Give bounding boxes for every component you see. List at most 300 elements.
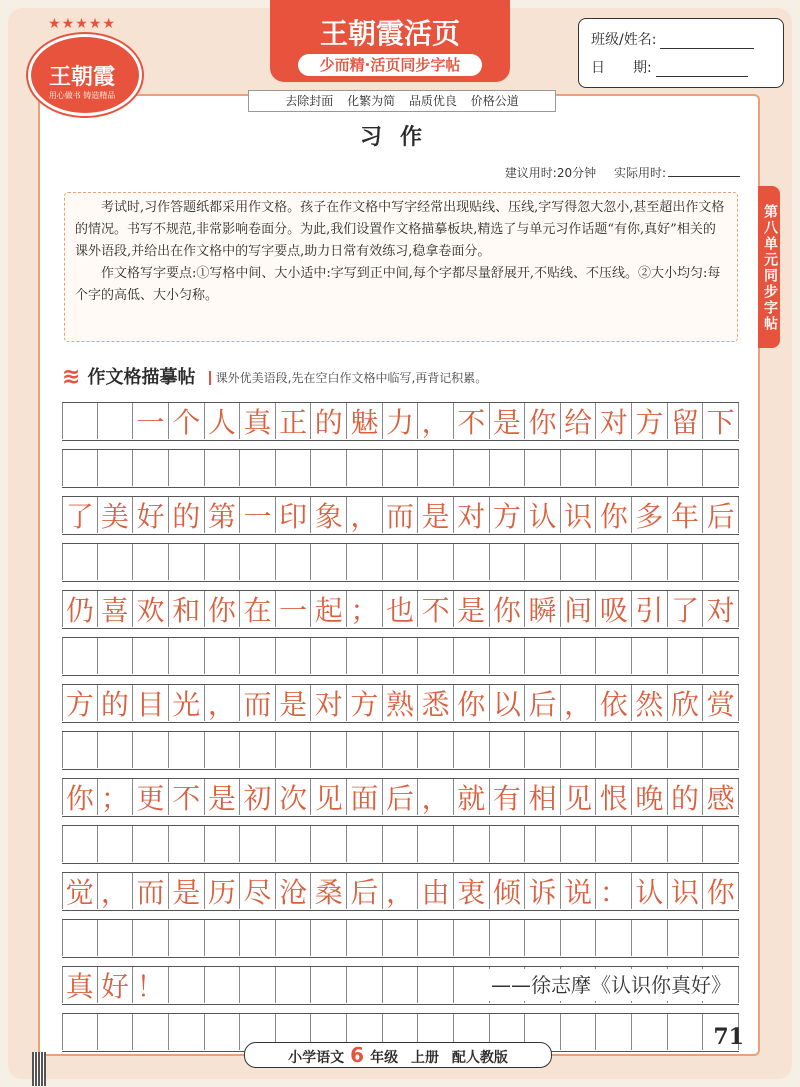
section-header [62, 364, 487, 390]
grid-cell[interactable] [276, 450, 312, 486]
grid-cell[interactable] [133, 638, 169, 674]
grid-cell[interactable] [276, 591, 312, 627]
grid-cell[interactable] [383, 967, 419, 1003]
grid-cell[interactable] [347, 826, 383, 862]
grid-cell[interactable] [703, 638, 739, 674]
grid-cell[interactable] [525, 497, 561, 533]
grid-cell[interactable] [561, 826, 597, 862]
trace-character: 也 [385, 594, 414, 627]
grid-cell[interactable] [62, 732, 98, 768]
grid-cell[interactable] [240, 967, 276, 1003]
grid-cell[interactable] [596, 591, 632, 627]
grid-cell[interactable] [454, 591, 490, 627]
grid-cell[interactable] [240, 638, 276, 674]
grid-cell[interactable] [133, 497, 169, 533]
grid-cell[interactable] [632, 1014, 668, 1050]
grid-cell[interactable] [668, 403, 704, 439]
grid-cell[interactable] [311, 732, 347, 768]
grid-cell[interactable] [347, 403, 383, 439]
grid-cell[interactable] [383, 591, 419, 627]
grid-cell[interactable] [596, 873, 632, 909]
trace-character: 年 [671, 500, 700, 533]
trace-character: 的 [172, 500, 201, 533]
grid-cell[interactable] [205, 591, 241, 627]
trace-character: 起 [314, 594, 343, 627]
trace-character: 不 [457, 406, 486, 439]
grid-cell[interactable] [525, 920, 561, 956]
grid-cell[interactable] [561, 403, 597, 439]
grid-cell[interactable] [632, 544, 668, 580]
grid-row [62, 966, 739, 1005]
grid-cell[interactable] [490, 450, 526, 486]
grid-cell[interactable] [418, 779, 454, 815]
grid-cell[interactable] [454, 638, 490, 674]
grid-cell[interactable] [276, 638, 312, 674]
grid-cell[interactable] [311, 591, 347, 627]
grid-cell[interactable] [596, 1014, 632, 1050]
trace-character: 熟 [385, 688, 414, 721]
grid-cell[interactable] [703, 544, 739, 580]
grid-cell[interactable] [561, 920, 597, 956]
grid-cell[interactable] [347, 873, 383, 909]
grid-cell[interactable] [169, 967, 205, 1003]
grid-cell[interactable] [418, 873, 454, 909]
grid-cell[interactable] [454, 967, 490, 1003]
trace-character: 而 [385, 500, 414, 533]
grid-cell[interactable] [525, 403, 561, 439]
grid-cell[interactable] [133, 873, 169, 909]
grid-cell[interactable] [311, 685, 347, 721]
grid-cell[interactable] [525, 779, 561, 815]
grid-cell[interactable] [383, 497, 419, 533]
grid-cell[interactable] [490, 497, 526, 533]
grid-cell[interactable] [169, 732, 205, 768]
grid-row [62, 543, 739, 582]
trace-character: 你 [457, 688, 486, 721]
grid-cell[interactable] [668, 1014, 704, 1050]
grid-cell[interactable] [240, 732, 276, 768]
trace-character: 是 [207, 782, 236, 815]
grid-cell[interactable] [240, 591, 276, 627]
grid-cell[interactable] [205, 638, 241, 674]
grid-cell[interactable] [169, 591, 205, 627]
grid-cell[interactable] [668, 920, 704, 956]
grid-cell[interactable] [383, 779, 419, 815]
grid-cell[interactable] [525, 685, 561, 721]
grid-cell[interactable] [668, 497, 704, 533]
grid-cell[interactable] [133, 591, 169, 627]
grid-cell[interactable] [347, 967, 383, 1003]
grid-cell[interactable] [561, 685, 597, 721]
grid-cell[interactable] [205, 873, 241, 909]
grid-cell[interactable] [703, 779, 739, 815]
grid-cell[interactable] [62, 591, 98, 627]
grid-cell[interactable] [98, 779, 134, 815]
date-field[interactable] [656, 76, 748, 77]
grid-cell[interactable] [311, 967, 347, 1003]
grid-cell[interactable] [490, 544, 526, 580]
grid-cell[interactable] [383, 920, 419, 956]
trace-character: 悉 [421, 688, 450, 721]
trace-character: 一 [279, 594, 308, 627]
grid-cell[interactable] [98, 591, 134, 627]
grid-cell[interactable] [454, 497, 490, 533]
grid-cell[interactable] [383, 732, 419, 768]
grid-cell[interactable] [205, 544, 241, 580]
grid-cell[interactable] [561, 638, 597, 674]
grid-cell[interactable] [418, 450, 454, 486]
grid-cell[interactable] [561, 544, 597, 580]
grid-cell[interactable] [169, 497, 205, 533]
grid-cell[interactable] [347, 920, 383, 956]
grid-cell[interactable] [205, 826, 241, 862]
grid-cell[interactable] [703, 826, 739, 862]
grid-cell[interactable] [383, 403, 419, 439]
grid-cell[interactable] [632, 920, 668, 956]
grid-cell[interactable] [490, 638, 526, 674]
grid-cell[interactable] [454, 920, 490, 956]
grid-cell[interactable] [98, 685, 134, 721]
grid-cell[interactable] [347, 450, 383, 486]
grid-cell[interactable] [62, 779, 98, 815]
grid-cell[interactable] [240, 685, 276, 721]
grid-cell[interactable] [276, 779, 312, 815]
trace-character: 见 [564, 782, 593, 815]
trace-character: 在 [243, 594, 272, 627]
grid-cell[interactable] [490, 779, 526, 815]
grid-cell[interactable] [98, 732, 134, 768]
trace-character: 对 [457, 500, 486, 533]
grid-cell[interactable] [133, 450, 169, 486]
grid-cell[interactable] [418, 497, 454, 533]
grid-cell[interactable] [561, 732, 597, 768]
trace-character: 和 [172, 594, 201, 627]
grid-cell[interactable] [133, 826, 169, 862]
grid-cell[interactable] [383, 826, 419, 862]
grid-cell[interactable] [205, 685, 241, 721]
grid-cell[interactable] [347, 638, 383, 674]
grid-cell[interactable] [383, 450, 419, 486]
grid-cell[interactable] [98, 450, 134, 486]
grid-cell[interactable] [454, 403, 490, 439]
grid-cell[interactable] [133, 544, 169, 580]
grid-cell[interactable] [62, 544, 98, 580]
grid-cell[interactable] [632, 873, 668, 909]
grid-cell[interactable] [490, 873, 526, 909]
grid-cell[interactable] [596, 732, 632, 768]
grid-cell[interactable] [98, 967, 134, 1003]
grid-cell[interactable] [133, 403, 169, 439]
grid-cell[interactable] [418, 732, 454, 768]
grid-cell[interactable] [133, 685, 169, 721]
grid-cell[interactable] [240, 497, 276, 533]
grid-cell[interactable] [347, 591, 383, 627]
unit-side-tab: 第八单元同步字帖 [758, 186, 780, 348]
grid-cell[interactable] [205, 779, 241, 815]
grid-cell[interactable] [240, 920, 276, 956]
grid-cell[interactable] [205, 920, 241, 956]
grid-cell[interactable] [169, 826, 205, 862]
grid-cell[interactable] [205, 450, 241, 486]
grid-row [62, 402, 739, 441]
grid-cell[interactable] [240, 403, 276, 439]
grid-cell[interactable] [668, 873, 704, 909]
class-name-label: 班级/姓名: [591, 32, 657, 48]
grid-row [62, 637, 739, 676]
grid-cell[interactable] [240, 779, 276, 815]
grid-cell[interactable] [62, 826, 98, 862]
grid-cell[interactable] [240, 450, 276, 486]
grid-cell[interactable] [454, 732, 490, 768]
trace-character: 印 [279, 500, 308, 533]
grid-cell[interactable] [632, 403, 668, 439]
grid-cell[interactable] [169, 873, 205, 909]
grid-cell[interactable] [169, 920, 205, 956]
grid-cell[interactable] [347, 544, 383, 580]
grid-cell[interactable] [62, 967, 98, 1003]
grid-cell[interactable] [596, 497, 632, 533]
grid-cell[interactable] [454, 544, 490, 580]
grid-cell[interactable] [205, 403, 241, 439]
grid-cell[interactable] [276, 920, 312, 956]
grid-cell[interactable] [311, 450, 347, 486]
trace-character: 恨 [599, 782, 628, 815]
grid-cell[interactable] [347, 732, 383, 768]
grid-cell[interactable] [703, 497, 739, 533]
grid-cell[interactable] [596, 544, 632, 580]
grid-cell[interactable] [169, 685, 205, 721]
trace-character: ， [421, 782, 450, 815]
grid-cell[interactable] [454, 826, 490, 862]
trace-character: 一 [243, 500, 272, 533]
class-name-field[interactable] [660, 48, 754, 49]
grid-cell[interactable] [62, 403, 98, 439]
grid-cell[interactable] [490, 732, 526, 768]
trace-character: 你 [207, 594, 236, 627]
grid-cell[interactable] [169, 403, 205, 439]
grid-cell[interactable] [62, 497, 98, 533]
grid-cell[interactable] [561, 873, 597, 909]
grid-cell[interactable] [703, 732, 739, 768]
grid-cell[interactable] [668, 732, 704, 768]
grid-cell[interactable] [418, 685, 454, 721]
grid-cell[interactable] [62, 450, 98, 486]
grid-cell[interactable] [347, 779, 383, 815]
grid-cell[interactable] [632, 497, 668, 533]
grid-cell[interactable] [276, 403, 312, 439]
trace-character: 好 [100, 970, 129, 1003]
grid-cell[interactable] [632, 826, 668, 862]
trace-character: 由 [421, 876, 450, 909]
grid-cell[interactable] [347, 685, 383, 721]
grid-cell[interactable] [98, 638, 134, 674]
trace-character: 第 [207, 500, 236, 533]
grid-cell[interactable] [418, 826, 454, 862]
grid-cell[interactable] [703, 403, 739, 439]
trace-character: 以 [492, 688, 521, 721]
grid-cell[interactable] [311, 779, 347, 815]
grid-cell[interactable] [561, 591, 597, 627]
grid-cell[interactable] [632, 779, 668, 815]
grid-cell[interactable] [454, 685, 490, 721]
grid-cell[interactable] [418, 920, 454, 956]
grid-cell[interactable] [133, 779, 169, 815]
intro-paragraph: 考试时,习作答题纸都采用作文格。孩子在作文格中写字经常出现贴线、压线,字写得忽大忽小,甚至超出作文格的情况。书写不规范,非常影响卷面分。为此,我们设置作文格描摹板块,精选了与单元习作话题“有你,真好”相关的课外语段,并给出在作文格中的写字要点,助力日常有效练习,稳拿卷面分。 [75, 200, 725, 259]
trace-character: 真 [65, 970, 94, 1003]
grid-cell[interactable] [668, 638, 704, 674]
grid-cell[interactable] [561, 497, 597, 533]
grid-cell[interactable] [596, 779, 632, 815]
grid-cell[interactable] [454, 779, 490, 815]
grid-cell[interactable] [98, 403, 134, 439]
grid-cell[interactable] [632, 685, 668, 721]
grid-cell[interactable] [490, 403, 526, 439]
grid-cell[interactable] [632, 591, 668, 627]
grid-cell[interactable] [205, 1014, 241, 1050]
grid-cell[interactable] [596, 685, 632, 721]
grid-cell[interactable] [525, 591, 561, 627]
trace-character: 衷 [457, 876, 486, 909]
grid-cell[interactable] [62, 873, 98, 909]
grid-cell[interactable] [703, 685, 739, 721]
trace-character: 目 [136, 688, 165, 721]
grid-cell[interactable] [133, 967, 169, 1003]
grid-cell[interactable] [561, 1014, 597, 1050]
grid-cell[interactable] [525, 544, 561, 580]
grid-cell[interactable] [311, 497, 347, 533]
grid-cell[interactable] [632, 638, 668, 674]
grid-cell[interactable] [98, 1014, 134, 1050]
grid-cell[interactable] [311, 544, 347, 580]
grid-cell[interactable] [311, 920, 347, 956]
grid-cell[interactable] [668, 779, 704, 815]
grid-cell[interactable] [668, 544, 704, 580]
grid-cell[interactable] [240, 873, 276, 909]
grid-cell[interactable] [418, 544, 454, 580]
grid-cell[interactable] [276, 544, 312, 580]
grid-cell[interactable] [525, 826, 561, 862]
grid-cell[interactable] [596, 826, 632, 862]
grid-cell[interactable] [169, 638, 205, 674]
grid-cell[interactable] [632, 732, 668, 768]
grid-cell[interactable] [490, 591, 526, 627]
grid-cell[interactable] [62, 685, 98, 721]
grid-cell[interactable] [169, 1014, 205, 1050]
grid-cell[interactable] [98, 544, 134, 580]
grid-cell[interactable] [276, 873, 312, 909]
grid-cell[interactable] [205, 732, 241, 768]
grid-cell[interactable] [525, 638, 561, 674]
grid-cell[interactable] [596, 920, 632, 956]
grid-cell[interactable] [525, 873, 561, 909]
grid-cell[interactable] [205, 497, 241, 533]
grid-cell[interactable] [490, 920, 526, 956]
grid-cell[interactable] [668, 826, 704, 862]
grid-cell[interactable] [383, 638, 419, 674]
grid-cell[interactable] [383, 685, 419, 721]
grid-cell[interactable] [418, 638, 454, 674]
grid-row [62, 872, 739, 911]
grid-cell[interactable] [525, 450, 561, 486]
trace-character: 一 [136, 406, 165, 439]
suggested-time: 建议用时:20分钟 [504, 166, 597, 180]
slogan-item: 品质优良 [408, 94, 457, 108]
grid-cell[interactable] [62, 920, 98, 956]
grid-cell[interactable] [98, 920, 134, 956]
grid-cell[interactable] [311, 873, 347, 909]
trace-character: 见 [314, 782, 343, 815]
trace-character: 对 [599, 406, 628, 439]
grid-cell[interactable] [383, 544, 419, 580]
grid-cell[interactable] [703, 591, 739, 627]
grid-cell[interactable] [383, 873, 419, 909]
grid-cell[interactable] [561, 450, 597, 486]
grid-cell[interactable] [169, 450, 205, 486]
grid-cell[interactable] [276, 497, 312, 533]
grid-cell[interactable] [596, 638, 632, 674]
grid-cell[interactable] [98, 826, 134, 862]
grid-cell[interactable] [169, 544, 205, 580]
grid-cell[interactable] [311, 826, 347, 862]
grid-cell[interactable] [525, 732, 561, 768]
grid-cell[interactable] [703, 450, 739, 486]
grid-cell[interactable] [276, 826, 312, 862]
grid-row [62, 778, 739, 817]
trace-character: 是 [421, 500, 450, 533]
grid-cell[interactable] [596, 450, 632, 486]
trace-character: 你 [528, 406, 557, 439]
grid-cell[interactable] [311, 638, 347, 674]
trace-character: ， [207, 688, 236, 721]
grid-cell[interactable] [133, 1014, 169, 1050]
grid-cell[interactable] [561, 779, 597, 815]
grid-cell[interactable] [703, 920, 739, 956]
grid-cell[interactable] [418, 967, 454, 1003]
grid-cell[interactable] [668, 450, 704, 486]
grid-cell[interactable] [276, 967, 312, 1003]
grid-cell[interactable] [62, 638, 98, 674]
grid-cell[interactable] [133, 920, 169, 956]
grid-cell[interactable] [418, 591, 454, 627]
grid-cell[interactable] [98, 497, 134, 533]
trace-character: 引 [635, 594, 664, 627]
grid-cell[interactable] [347, 497, 383, 533]
grid-cell[interactable] [240, 826, 276, 862]
grid-cell[interactable] [454, 450, 490, 486]
trace-character: ， [421, 406, 450, 439]
grid-cell[interactable] [98, 873, 134, 909]
actual-time-field[interactable] [668, 176, 740, 177]
grid-cell[interactable] [240, 544, 276, 580]
grid-cell[interactable] [418, 403, 454, 439]
grid-cell[interactable] [169, 779, 205, 815]
grid-cell[interactable] [596, 403, 632, 439]
grid-cell[interactable] [205, 967, 241, 1003]
trace-character: 真 [243, 406, 272, 439]
grid-cell[interactable] [454, 873, 490, 909]
grid-cell[interactable] [62, 1014, 98, 1050]
grid-cell[interactable] [311, 403, 347, 439]
grid-cell[interactable] [133, 732, 169, 768]
grid-cell[interactable] [703, 873, 739, 909]
grid-cell[interactable] [668, 685, 704, 721]
grid-cell[interactable] [276, 685, 312, 721]
grid-cell[interactable] [632, 450, 668, 486]
grid-cell[interactable] [490, 685, 526, 721]
grid-cell[interactable] [668, 591, 704, 627]
grid-cell[interactable] [490, 826, 526, 862]
grid-cell[interactable] [276, 732, 312, 768]
